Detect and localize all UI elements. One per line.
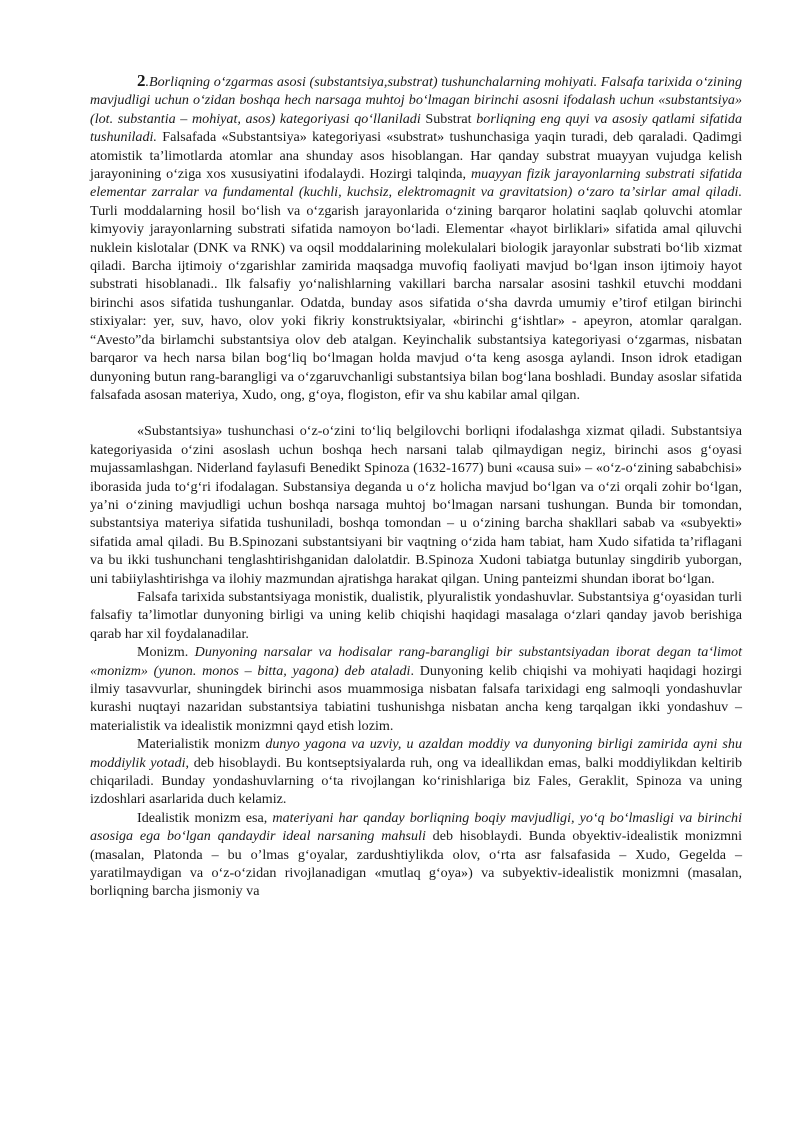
text-run: Materialistik monizm (137, 736, 266, 753)
text-run: Monizm. (137, 644, 195, 661)
paragraph-6 (90, 809, 742, 901)
text-run: Falsafa tarixida substantsiyaga monistik, dualistik, plyuralistik yondashuvlar. Substantsiya gʻoyasidan turli falsafiy taʼlimotlar dunyoning birligi va uning kelib chiqishi haqidagi masalaga oʻzlari qanday javob berishiga qarab har xil foydalanadilar. (90, 588, 742, 642)
text-run-italic: materiyani har qanday borliqning boqiy mavjudligi, yoʻq boʻlmasligi va birinchi asosiga ega boʻlgan qandaydir ideal narsaning mahsuli (90, 809, 742, 845)
text-run: Turli moddalarning hosil boʻlish va oʻzgarish jarayonlarida oʻzining barqaror holatini saqlab qoluvchi atomlar kimyoviy jarayonlarning substrati sifatida namoyon boʻladi. Elementar «hayot birliklari» sifatida amal qiluvchi nuklein kislotalar (DNK va RNK) va oqsil moddalarining molekulalari biologik jarayonlar substrati boʻlib xizmat qiladi. Barcha ijtimoiy oʻzgarishlar zamirida maqsadga muvofiq faoliyati mavjud boʻlgan inson ijtimoiy hayot substrati hisoblanadi.. Ilk falsafiy yoʻnalishlarning vakillari barcha narsalar asosini tashkil etuvchi moddani birinchi asos sifatida tushunganlar. Odatda, bunday asos sifatida oʻsha davrda umumiy eʼtirof etilgan birinchi stixiyalar: yer, suv, havo, olov yoki fikriy konstruktsiyalar, «birinchi gʻishtlar» - apeyron, atomlar qaralgan. “Avesto”da birlamchi substantsiya olov deb atalgan. Keyinchalik substantsiya kategoriyasi oʻzgarmas, nisbatan barqaror va hech narsa bilan bogʻliq boʻlmagan holda mavjud oʻta keng asosga aylandi. Inson idrok etadigan dunyoning butun rang-barangligi va oʻzgaruvchanligi substantsiya bilan bogʻlana boshladi. Bunday asoslar sifatida falsafada asosan materiya, Xudo, ong, gʻoya, flogiston, efir va shu kabilar amal qilgan. (90, 202, 742, 403)
text-run: , deb hisoblaydi. Bu kontseptsiyalarda ruh, ong va ideallikdan emas, balki moddiylikdan keltirib chiqariladi. Bunday yondashuvlarning oʻta rivojlangan koʻrinishlariga biz Fales, Geraklit, Spinoza va uning izdoshlari asarlarida duch kelamiz. (90, 754, 742, 808)
paragraph-spacer (90, 404, 742, 422)
section-heading: .Borliqning oʻzgarmas asosi (substantsiya,substrat) tushunchalarning mohiyati. Falsafa tarixida oʻzining mavjudligi uchun oʻzidan boshqa hech narsaga muhtoj boʻlmagan birinchi asosni ifodalash uchun «substantsiya» (lot. substantia – mohiyat, asos) kategoriyasi qoʻllaniladi (90, 74, 742, 127)
text-run: . Dunyoning kelib chiqishi va mohiyati haqidagi hozirgi ilmiy tasavvurlar, shuningdek birinchi asos muammosiga nisbatan falsafa tarixidagi eng salmoqli yondashuvlar kurashi nuqtayi nazaridan substantsiya tabiatini tushunishga nisbatan ancha keng tarqalgan ikki yondashuv – materialistik va idealistik monizmni qayd etish lozim. (90, 662, 742, 734)
section-number: 2 (137, 71, 146, 90)
text-run: «Substantsiya» tushunchasi oʻz-oʻzini toʻliq belgilovchi borliqni ifodalashga xizmat qiladi. Substantsiya kategoriyasida oʻzini asoslash uchun boshqa hech narsani talab qilmaydigan negiz, birinchi asos gʻoyasi mujassamlashgan. Niderland faylasufi Benedikt Spinoza (1632-1677) buni «causa sui» – «oʻz-oʻzining sababchisi» iborasida juda toʻgʻri ifodalagan. Substansiya deganda u oʻz holicha mavjud boʻlgan va oʻzi orqali zohir boʻlgan, yaʼni oʻzining mavjudligi uchun boshqa narsaga muhtoj boʻlmagan narsani tushungan. Bunda bir tomondan, substantsiya materiya sifatida tushuniladi, boshqa tomondan – u oʻzining barcha shakllari sabab va «subyekti» sifatida amal qiladi. Bu B.Spinozani substantsiyani bir vaqtning oʻzida ham tabiat, ham Xudo sifatida taʼriflagani va bu ikki tushunchani tenglashtirishganidan dalolatdir. B.Spinoza Xudoni tabiatga butunlay singdirib yuborgan, uni tabiiylashtirishga va ilohiy mazmundan ajratishga harakat qilgan. Uning panteizmi shundan iborat boʻlgan. (90, 423, 742, 587)
text-run-italic: muayyan fizik jarayonlarning substrati sifatida elementar zarralar va fundamental (kuchli, kuchsiz, elektromagnit va gravitatsion) oʻzaro taʼsirlar amal qiladi. (90, 166, 742, 201)
paragraph-4 (90, 643, 742, 735)
text-run: deb hisoblaydi. Bunda obyektiv-idealistik monizmni (masalan, Platonda – bu oʼlmas gʻoyalar, zardushtiylikda olov, oʻrta asr falsafasida – Xudo, Gegelda – yaratilmaydigan va oʻz-oʻzidan rivojlanadigan «mutlaq gʻoya») va subyektiv-idealistik monizmni (masalan, borliqning barcha jismoniy va (90, 828, 743, 900)
document-page (90, 72, 742, 901)
text-run: Falsafada «Substantsiya» kategoriyasi «substrat» tushunchasiga yaqin turadi, deb qaraladi. Qadimgi atomistik taʼlimotlarda atomlar ana shunday asos hisoblangan. Har qanday substrat muayyan vujudga kelish jarayonining oʻziga xos xususiyatini ifodalaydi. Hozirgi talqinda, (90, 129, 742, 183)
text-run: Idealistik monizm esa, (137, 809, 273, 826)
text-run-italic: Dunyoning narsalar va hodisalar rang-barangligi bir substantsiyadan iborat degan taʻlimot «monizm» (yunon. monos – bitta, yagona) deb ataladi (90, 644, 742, 679)
paragraph-3 (90, 588, 742, 643)
text-run-italic: dunyo yagona va uzviy, u azaldan moddiy va dunyoning birligi zamirida ayni shu moddiylik yotadi (90, 736, 742, 771)
paragraph-2 (90, 422, 742, 588)
text-run: Substrat (425, 110, 477, 127)
paragraph-5 (90, 735, 742, 809)
paragraph-1 (90, 72, 742, 404)
text-run-italic: borliqning eng quyi va asosiy qatlami sifatida tushuniladi. (90, 110, 742, 146)
